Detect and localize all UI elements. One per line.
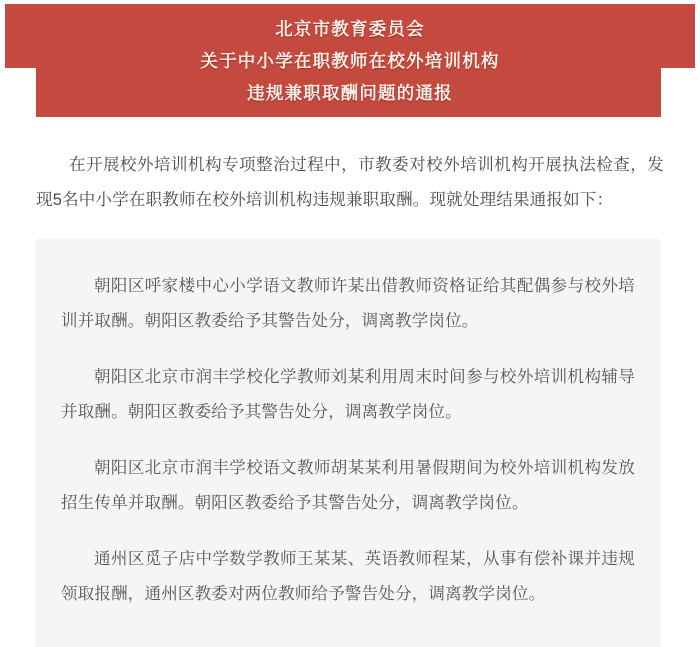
case-paragraph-4: 通州区觅子店中学数学教师王某某、英语教师程某，从事有偿补课并违规领取报酬，通州区教委对两位教师给予警告处分，调离教学岗位。: [61, 550, 635, 603]
case-paragraph-1: 朝阳区呼家楼中心小学语文教师许某出借教师资格证给其配偶参与校外培训并取酬。朝阳区教委给予其警告处分，调离教学岗位。: [61, 277, 635, 330]
banner-title-line-3: 违规兼职取酬问题的通报: [247, 83, 453, 103]
case-paragraph-2: 朝阳区北京市润丰学校化学教师刘某利用周末时间参与校外培训机构辅导并取酬。朝阳区教委给予其警告处分，调离教学岗位。: [61, 368, 635, 421]
case-paragraph-3: 朝阳区北京市润丰学校语文教师胡某某利用暑假期间为校外培训机构发放招生传单并取酬。朝阳区教委给予其警告处分，调离教学岗位。: [61, 459, 635, 512]
banner-title-line-1: 北京市教育委员会: [275, 19, 425, 39]
lead-paragraph: 在开展校外培训机构专项整治过程中，市教委对校外培训机构开展执法检查，发现5名中小学在职教师在校外培训机构违规兼职取酬。现就处理结果通报如下：: [36, 156, 664, 209]
banner-title-group: [0, 0, 700, 122]
banner-title-line-2: 关于中小学在职教师在校外培训机构: [200, 51, 500, 71]
document-header-banner: [0, 0, 700, 122]
case-list-panel: [35, 239, 661, 647]
lead-section: [0, 122, 700, 218]
